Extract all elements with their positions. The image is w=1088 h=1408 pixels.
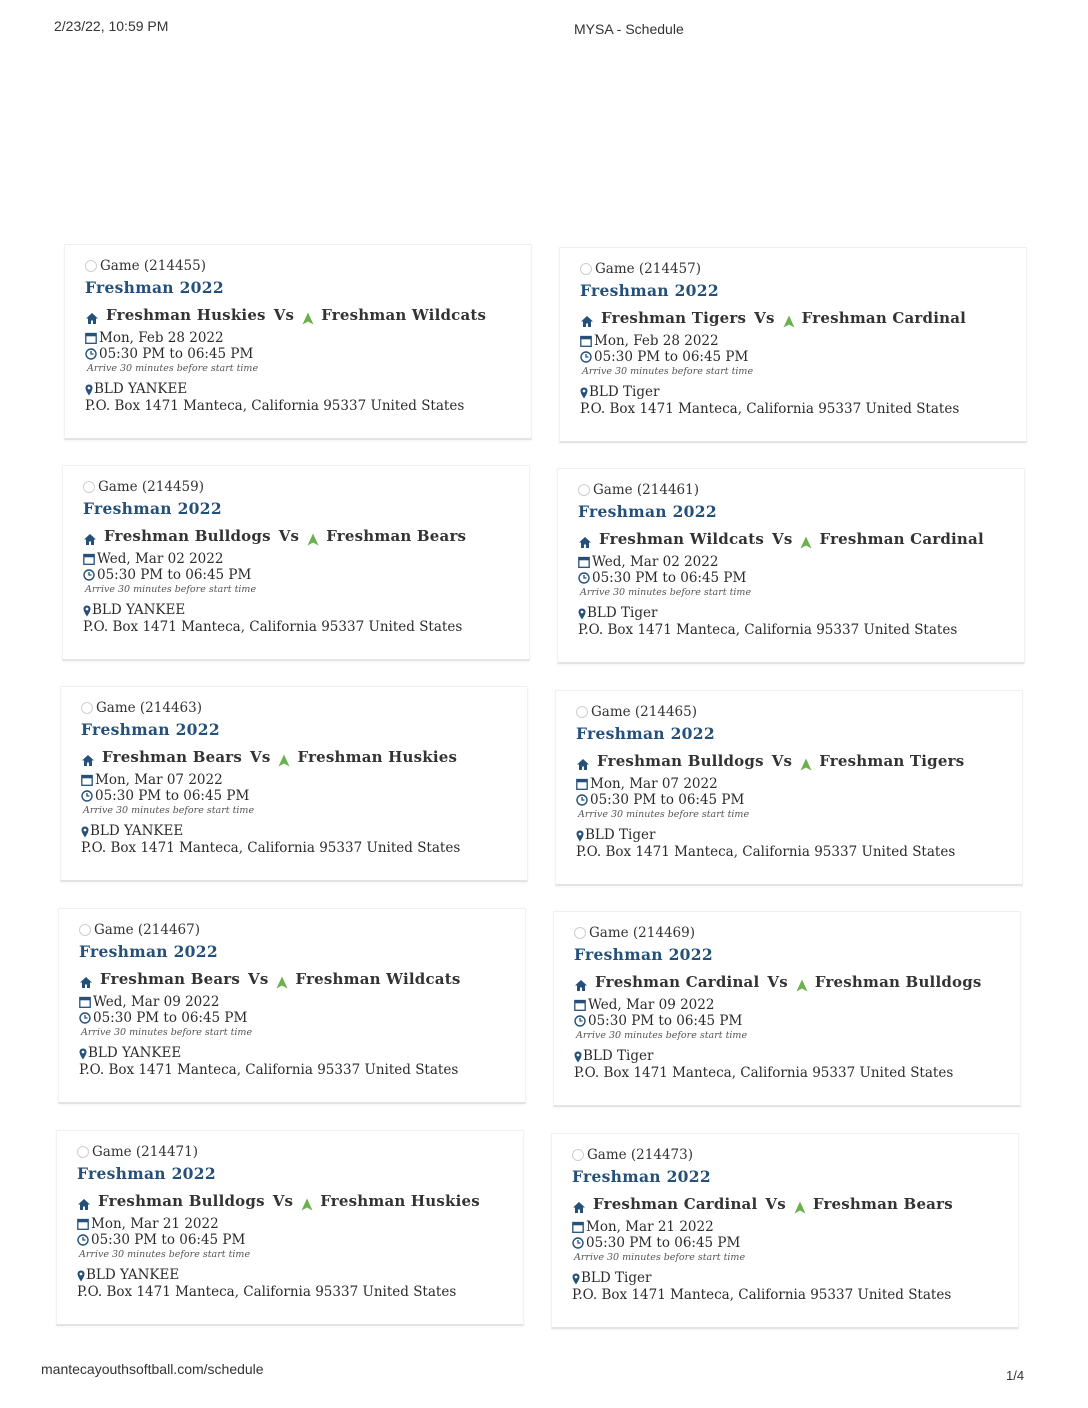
venue-line: [81, 823, 507, 840]
game-date: Mon, Mar 21 2022: [91, 1216, 219, 1232]
date-line: [85, 330, 511, 346]
division-name[interactable]: Freshman 2022: [79, 942, 218, 961]
game-id: Game (214465): [591, 704, 697, 720]
venue-line: [83, 602, 509, 619]
venue-line: [578, 605, 1004, 622]
game-id-line: [85, 257, 511, 275]
game-id: Game (214455): [100, 258, 206, 274]
print-date: 2/23/22, 10:59 PM: [54, 18, 169, 34]
arrive-note: Arrive 30 minutes before start time: [578, 809, 750, 820]
game-id: Game (214469): [589, 925, 695, 941]
game-date: Mon, Mar 21 2022: [586, 1219, 714, 1235]
date-line: [77, 1216, 503, 1232]
game-time: 05:30 PM to 06:45 PM: [93, 1010, 248, 1026]
game-id-line: [83, 478, 509, 496]
game-id-line: [580, 260, 1006, 278]
home-team[interactable]: Freshman Cardinal: [593, 1195, 758, 1213]
map-pin-icon: [576, 830, 584, 842]
arrive-note: Arrive 30 minutes before start time: [580, 587, 752, 598]
venue-address: P.O. Box 1471 Manteca, California 95337 United States: [574, 1065, 954, 1081]
game-date: Mon, Feb 28 2022: [594, 333, 719, 349]
status-circle-icon: [580, 263, 592, 275]
home-team[interactable]: Freshman Bulldogs: [98, 1192, 265, 1210]
clock-icon: [79, 1012, 91, 1024]
vs-label: Vs: [278, 527, 300, 545]
map-pin-icon: [580, 387, 588, 399]
game-date: Wed, Mar 02 2022: [97, 551, 224, 567]
arrive-note: Arrive 30 minutes before start time: [79, 1249, 251, 1260]
matchup: [578, 528, 1004, 550]
venue-address: P.O. Box 1471 Manteca, California 95337 United States: [79, 1062, 459, 1078]
map-pin-icon: [77, 1270, 85, 1282]
venue-name[interactable]: BLD YANKEE: [92, 602, 186, 618]
home-icon: [85, 309, 99, 322]
home-icon: [81, 751, 95, 764]
game-card: [555, 690, 1023, 886]
home-team[interactable]: Freshman Bears: [102, 748, 242, 766]
game-id-line: [77, 1143, 503, 1161]
venue-name[interactable]: BLD Tiger: [589, 384, 660, 400]
game-id-line: [572, 1146, 998, 1164]
division-name[interactable]: Freshman 2022: [85, 278, 224, 297]
game-time: 05:30 PM to 06:45 PM: [91, 1232, 246, 1248]
clock-icon: [576, 794, 588, 806]
time-line: [580, 349, 1006, 365]
arrow-up-icon: [794, 1198, 806, 1211]
arrive-note: Arrive 30 minutes before start time: [574, 1252, 746, 1263]
division-name[interactable]: Freshman 2022: [572, 1167, 711, 1186]
arrow-up-icon: [307, 530, 319, 543]
matchup: [580, 307, 1006, 329]
status-circle-icon: [572, 1149, 584, 1161]
game-card: [56, 1130, 524, 1326]
venue-name[interactable]: BLD Tiger: [583, 1048, 654, 1064]
time-line: [576, 792, 1002, 808]
venue-name[interactable]: BLD Tiger: [585, 827, 656, 843]
venue-address: P.O. Box 1471 Manteca, California 95337 United States: [578, 622, 958, 638]
vs-label: Vs: [250, 748, 271, 766]
arrow-up-icon: [301, 1195, 313, 1208]
date-line: [578, 554, 1004, 570]
game-id: Game (214471): [92, 1144, 198, 1160]
time-line: [83, 567, 509, 583]
calendar-icon: [572, 1221, 584, 1233]
venue-line: [572, 1270, 998, 1287]
map-pin-icon: [81, 826, 89, 838]
home-team[interactable]: Freshman Wildcats: [599, 530, 764, 548]
time-line: [81, 788, 507, 804]
status-circle-icon: [576, 706, 588, 718]
home-icon: [580, 312, 594, 325]
division-name[interactable]: Freshman 2022: [580, 281, 719, 300]
vs-label: Vs: [273, 306, 295, 324]
game-id-line: [574, 924, 1000, 942]
home-icon: [77, 1195, 91, 1208]
game-id-line: [576, 703, 1002, 721]
home-team[interactable]: Freshman Bulldogs: [597, 752, 764, 770]
clock-icon: [578, 572, 590, 584]
game-card: [60, 686, 528, 882]
vs-label: Vs: [765, 1195, 786, 1213]
arrive-note: Arrive 30 minutes before start time: [576, 1030, 748, 1041]
home-icon: [578, 533, 592, 546]
away-team[interactable]: Freshman Cardinal: [819, 530, 984, 548]
away-team[interactable]: Freshman Bears: [812, 1195, 953, 1213]
home-team[interactable]: Freshman Huskies: [106, 306, 266, 324]
calendar-icon: [79, 996, 91, 1008]
venue-address: P.O. Box 1471 Manteca, California 95337 United States: [83, 619, 463, 635]
venue-line: [77, 1267, 503, 1284]
calendar-icon: [77, 1218, 89, 1230]
venue-name[interactable]: BLD YANKEE: [90, 823, 184, 839]
date-line: [81, 772, 507, 788]
clock-icon: [572, 1237, 584, 1249]
clock-icon: [85, 348, 97, 360]
time-line: [578, 570, 1004, 586]
calendar-icon: [85, 332, 97, 344]
game-card: [553, 911, 1021, 1107]
away-team[interactable]: Freshman Huskies: [297, 748, 458, 766]
arrow-up-icon: [276, 973, 288, 986]
home-icon: [79, 973, 93, 986]
venue-line: [85, 381, 511, 398]
game-time: 05:30 PM to 06:45 PM: [95, 788, 250, 804]
calendar-icon: [580, 335, 592, 347]
calendar-icon: [578, 556, 590, 568]
matchup: [576, 750, 1002, 772]
venue-name[interactable]: BLD YANKEE: [88, 1045, 182, 1061]
home-team[interactable]: Freshman Bears: [100, 970, 240, 988]
game-id-line: [79, 921, 505, 939]
map-pin-icon: [85, 384, 93, 396]
away-team[interactable]: Freshman Tigers: [819, 752, 965, 770]
clock-icon: [81, 790, 93, 802]
game-time: 05:30 PM to 06:45 PM: [99, 346, 254, 362]
home-icon: [576, 755, 590, 768]
division-name[interactable]: Freshman 2022: [77, 1164, 216, 1183]
venue-address: P.O. Box 1471 Manteca, California 95337 United States: [77, 1284, 457, 1300]
away-team[interactable]: Freshman Huskies: [320, 1192, 480, 1210]
arrow-up-icon: [783, 312, 795, 325]
arrow-up-icon: [800, 533, 812, 546]
game-date: Mon, Feb 28 2022: [99, 330, 224, 346]
game-time: 05:30 PM to 06:45 PM: [592, 570, 747, 586]
venue-name[interactable]: BLD Tiger: [581, 1270, 652, 1286]
map-pin-icon: [578, 608, 586, 620]
date-line: [574, 997, 1000, 1013]
calendar-icon: [83, 553, 95, 565]
game-time: 05:30 PM to 06:45 PM: [590, 792, 745, 808]
arrow-up-icon: [800, 755, 812, 768]
home-icon: [572, 1198, 586, 1211]
division-name[interactable]: Freshman 2022: [574, 945, 713, 964]
page-title: MYSA - Schedule: [574, 21, 684, 37]
home-icon: [574, 976, 588, 989]
game-date: Mon, Mar 07 2022: [590, 776, 718, 792]
game-id: Game (214461): [593, 482, 699, 498]
calendar-icon: [574, 999, 586, 1011]
game-card: [58, 908, 526, 1104]
arrive-note: Arrive 30 minutes before start time: [87, 363, 259, 374]
venue-address: P.O. Box 1471 Manteca, California 95337 United States: [572, 1287, 952, 1303]
game-card: [559, 247, 1027, 443]
home-icon: [83, 530, 97, 543]
game-id: Game (214459): [98, 479, 204, 495]
venue-address: P.O. Box 1471 Manteca, California 95337 United States: [576, 844, 956, 860]
venue-address: P.O. Box 1471 Manteca, California 95337 United States: [580, 401, 960, 417]
vs-label: Vs: [771, 752, 793, 770]
time-line: [79, 1010, 505, 1026]
arrive-note: Arrive 30 minutes before start time: [582, 366, 754, 377]
venue-name[interactable]: BLD Tiger: [587, 605, 658, 621]
map-pin-icon: [574, 1051, 582, 1063]
division-name[interactable]: Freshman 2022: [83, 499, 222, 518]
page-number: 1/4: [1006, 1368, 1025, 1383]
arrow-up-icon: [796, 976, 808, 989]
status-circle-icon: [578, 484, 590, 496]
game-card: [62, 465, 530, 661]
date-line: [79, 994, 505, 1010]
vs-label: Vs: [248, 970, 269, 988]
away-team[interactable]: Freshman Bulldogs: [814, 973, 982, 991]
vs-label: Vs: [754, 309, 775, 327]
matchup: [85, 304, 511, 326]
date-line: [576, 776, 1002, 792]
away-team[interactable]: Freshman Bears: [326, 527, 467, 545]
home-team[interactable]: Freshman Bulldogs: [104, 527, 271, 545]
game-date: Wed, Mar 09 2022: [588, 997, 715, 1013]
vs-label: Vs: [272, 1192, 294, 1210]
date-line: [83, 551, 509, 567]
status-circle-icon: [79, 924, 91, 936]
map-pin-icon: [79, 1048, 87, 1060]
arrow-up-icon: [302, 309, 314, 322]
arrive-note: Arrive 30 minutes before start time: [81, 1027, 253, 1038]
game-id-line: [578, 481, 1004, 499]
venue-address: P.O. Box 1471 Manteca, California 95337 United States: [81, 840, 461, 856]
home-team[interactable]: Freshman Cardinal: [595, 973, 760, 991]
division-name[interactable]: Freshman 2022: [81, 720, 220, 739]
clock-icon: [574, 1015, 586, 1027]
matchup: [81, 746, 507, 768]
matchup: [79, 968, 505, 990]
matchup: [572, 1193, 998, 1215]
game-id: Game (214463): [96, 700, 202, 716]
map-pin-icon: [83, 605, 91, 617]
status-circle-icon: [574, 927, 586, 939]
venue-address: P.O. Box 1471 Manteca, California 95337 United States: [85, 398, 465, 414]
venue-line: [580, 384, 1006, 401]
game-date: Mon, Mar 07 2022: [95, 772, 223, 788]
away-team[interactable]: Freshman Wildcats: [295, 970, 461, 988]
status-circle-icon: [81, 702, 93, 714]
date-line: [580, 333, 1006, 349]
status-circle-icon: [83, 481, 95, 493]
calendar-icon: [576, 778, 588, 790]
game-card: [557, 468, 1025, 664]
matchup: [574, 971, 1000, 993]
game-id: Game (214457): [595, 261, 701, 277]
matchup: [83, 525, 509, 547]
time-line: [572, 1235, 998, 1251]
game-time: 05:30 PM to 06:45 PM: [594, 349, 749, 365]
matchup: [77, 1190, 503, 1212]
home-team[interactable]: Freshman Tigers: [601, 309, 747, 327]
division-name[interactable]: Freshman 2022: [578, 502, 717, 521]
division-name[interactable]: Freshman 2022: [576, 724, 715, 743]
game-id: Game (214473): [587, 1147, 693, 1163]
away-team[interactable]: Freshman Cardinal: [801, 309, 967, 327]
date-line: [572, 1219, 998, 1235]
time-line: [77, 1232, 503, 1248]
time-line: [85, 346, 511, 362]
clock-icon: [83, 569, 95, 581]
clock-icon: [77, 1234, 89, 1246]
game-date: Wed, Mar 02 2022: [592, 554, 719, 570]
vs-label: Vs: [772, 530, 793, 548]
venue-line: [79, 1045, 505, 1062]
venue-line: [574, 1048, 1000, 1065]
calendar-icon: [81, 774, 93, 786]
venue-name[interactable]: BLD YANKEE: [86, 1267, 180, 1283]
venue-line: [576, 827, 1002, 844]
arrow-up-icon: [278, 751, 290, 764]
venue-name[interactable]: BLD YANKEE: [94, 381, 188, 397]
game-date: Wed, Mar 09 2022: [93, 994, 220, 1010]
game-time: 05:30 PM to 06:45 PM: [97, 567, 252, 583]
game-card: [64, 244, 532, 440]
map-pin-icon: [572, 1273, 580, 1285]
arrive-note: Arrive 30 minutes before start time: [85, 584, 257, 595]
status-circle-icon: [77, 1146, 89, 1158]
game-time: 05:30 PM to 06:45 PM: [586, 1235, 741, 1251]
clock-icon: [580, 351, 592, 363]
status-circle-icon: [85, 260, 97, 272]
game-card: [551, 1133, 1019, 1329]
time-line: [574, 1013, 1000, 1029]
footer-url[interactable]: mantecayouthsoftball.com/schedule: [41, 1361, 264, 1377]
away-team[interactable]: Freshman Wildcats: [321, 306, 487, 324]
arrive-note: Arrive 30 minutes before start time: [83, 805, 255, 816]
game-id: Game (214467): [94, 922, 200, 938]
game-id-line: [81, 699, 507, 717]
vs-label: Vs: [767, 973, 788, 991]
game-time: 05:30 PM to 06:45 PM: [588, 1013, 743, 1029]
